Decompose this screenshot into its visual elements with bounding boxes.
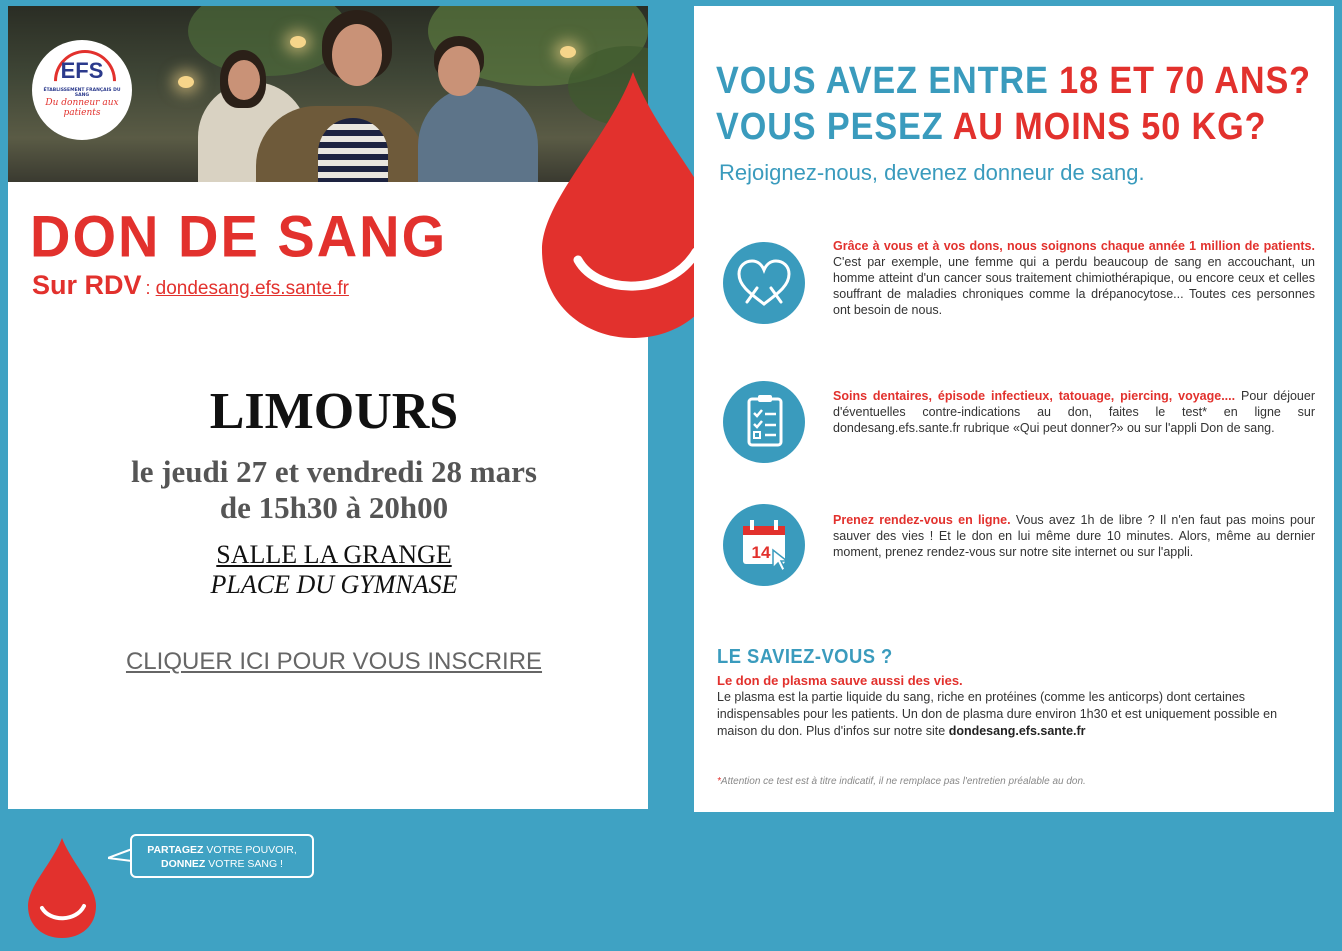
city-name: LIMOURS bbox=[209, 383, 459, 440]
small-blood-drop-icon bbox=[26, 836, 98, 940]
calendar-icon bbox=[723, 504, 805, 586]
info-panel bbox=[694, 6, 1334, 812]
calendar-day: 14 bbox=[751, 543, 771, 562]
checklist-icon bbox=[723, 381, 805, 463]
page-title: DON DE SANG bbox=[30, 203, 448, 270]
event-dates bbox=[8, 454, 660, 526]
efs-logo bbox=[32, 40, 132, 140]
did-you-know-title: LE SAVIEZ-VOUS ? bbox=[717, 646, 893, 668]
logo-tagline: Du donneur aux patients bbox=[45, 98, 119, 118]
footnote: *Attention ce test est à titre indicatif, il ne remplace pas l'entretien préalable au don. bbox=[717, 776, 1086, 787]
info-paragraph-appointment: Prenez rendez-vous en ligne. Vous avez 1h de libre ? Il n'en faut pas moins pour sauver des vies ! Et le don en lui même dure 10 minutes. Alors, même au dernier moment, prenez rendez-vous sur notre site internet ou sur l'appli. bbox=[833, 513, 1315, 559]
dates-line-2: de 15h30 à 20h00 bbox=[219, 490, 449, 525]
join-tagline: Rejoignez-nous, devenez donneur de sang. bbox=[719, 160, 1145, 185]
headline-age: VOUS AVEZ ENTRE 18 ET 70 ANS? bbox=[716, 60, 1311, 102]
register-link bbox=[8, 648, 660, 676]
headline-weight: VOUS PESEZ AU MOINS 50 KG? bbox=[716, 106, 1267, 148]
rdv-label: Sur RDV bbox=[32, 270, 142, 300]
slogan-bubble: PARTAGEZ VOTRE POUVOIR, DONNEZ VOTRE SANG ! bbox=[130, 834, 314, 878]
register-link-text[interactable]: CLIQUER ICI POUR VOUS INSCRIRE bbox=[125, 648, 543, 675]
dates-line-1: le jeudi 27 et vendredi 28 mars bbox=[131, 454, 537, 489]
info-paragraph-test: Soins dentaires, épisode infectieux, tatouage, piercing, voyage.... Pour déjouer d'éventuelles contre-indications au don, faites le test* en ligne sur dondesang.efs.sante.fr rubrique «Qui peut donner?» ou sur l'appli Don de sang. bbox=[833, 389, 1315, 435]
rdv-colon: : bbox=[145, 278, 151, 298]
venue-address: PLACE DU GYMNASE bbox=[210, 570, 458, 599]
plasma-text: Le plasma est la partie liquide du sang, riche en protéines (comme les anticorps) dont certaines indispensables pour les patients. Un don de plasma dure environ 1h30 et est uniquement possible en maison du don. Plus d'infos sur notre site dondesang.efs.sante.fr bbox=[717, 690, 1278, 738]
plasma-lead: Le don de plasma sauve aussi des vies. bbox=[717, 673, 963, 688]
speech-bubble-tail bbox=[108, 848, 132, 862]
rdv-line bbox=[32, 270, 349, 301]
heart-hands-icon bbox=[723, 242, 805, 324]
logo-org: ÉTABLISSEMENT FRANÇAIS DU SANG bbox=[43, 88, 121, 98]
venue-name: SALLE LA GRANGE bbox=[216, 540, 452, 569]
plasma-site: dondesang.efs.sante.fr bbox=[948, 724, 1086, 738]
rdv-link[interactable]: dondesang.efs.sante.fr bbox=[155, 278, 349, 299]
info-paragraph-patients: Grâce à vous et à vos dons, nous soignons chaque année 1 million de patients. C'est par exemple, une femme qui a perdu beaucoup de sang en accouchant, un homme atteint d'un cancer sous traitement chimiothérapique, ou encore ceux et celles souffrant de maladies chroniques comme la drépanocytose... Toutes ces personnes ont besoin de nous. bbox=[833, 239, 1315, 317]
logo-brand: EFS bbox=[60, 58, 104, 83]
